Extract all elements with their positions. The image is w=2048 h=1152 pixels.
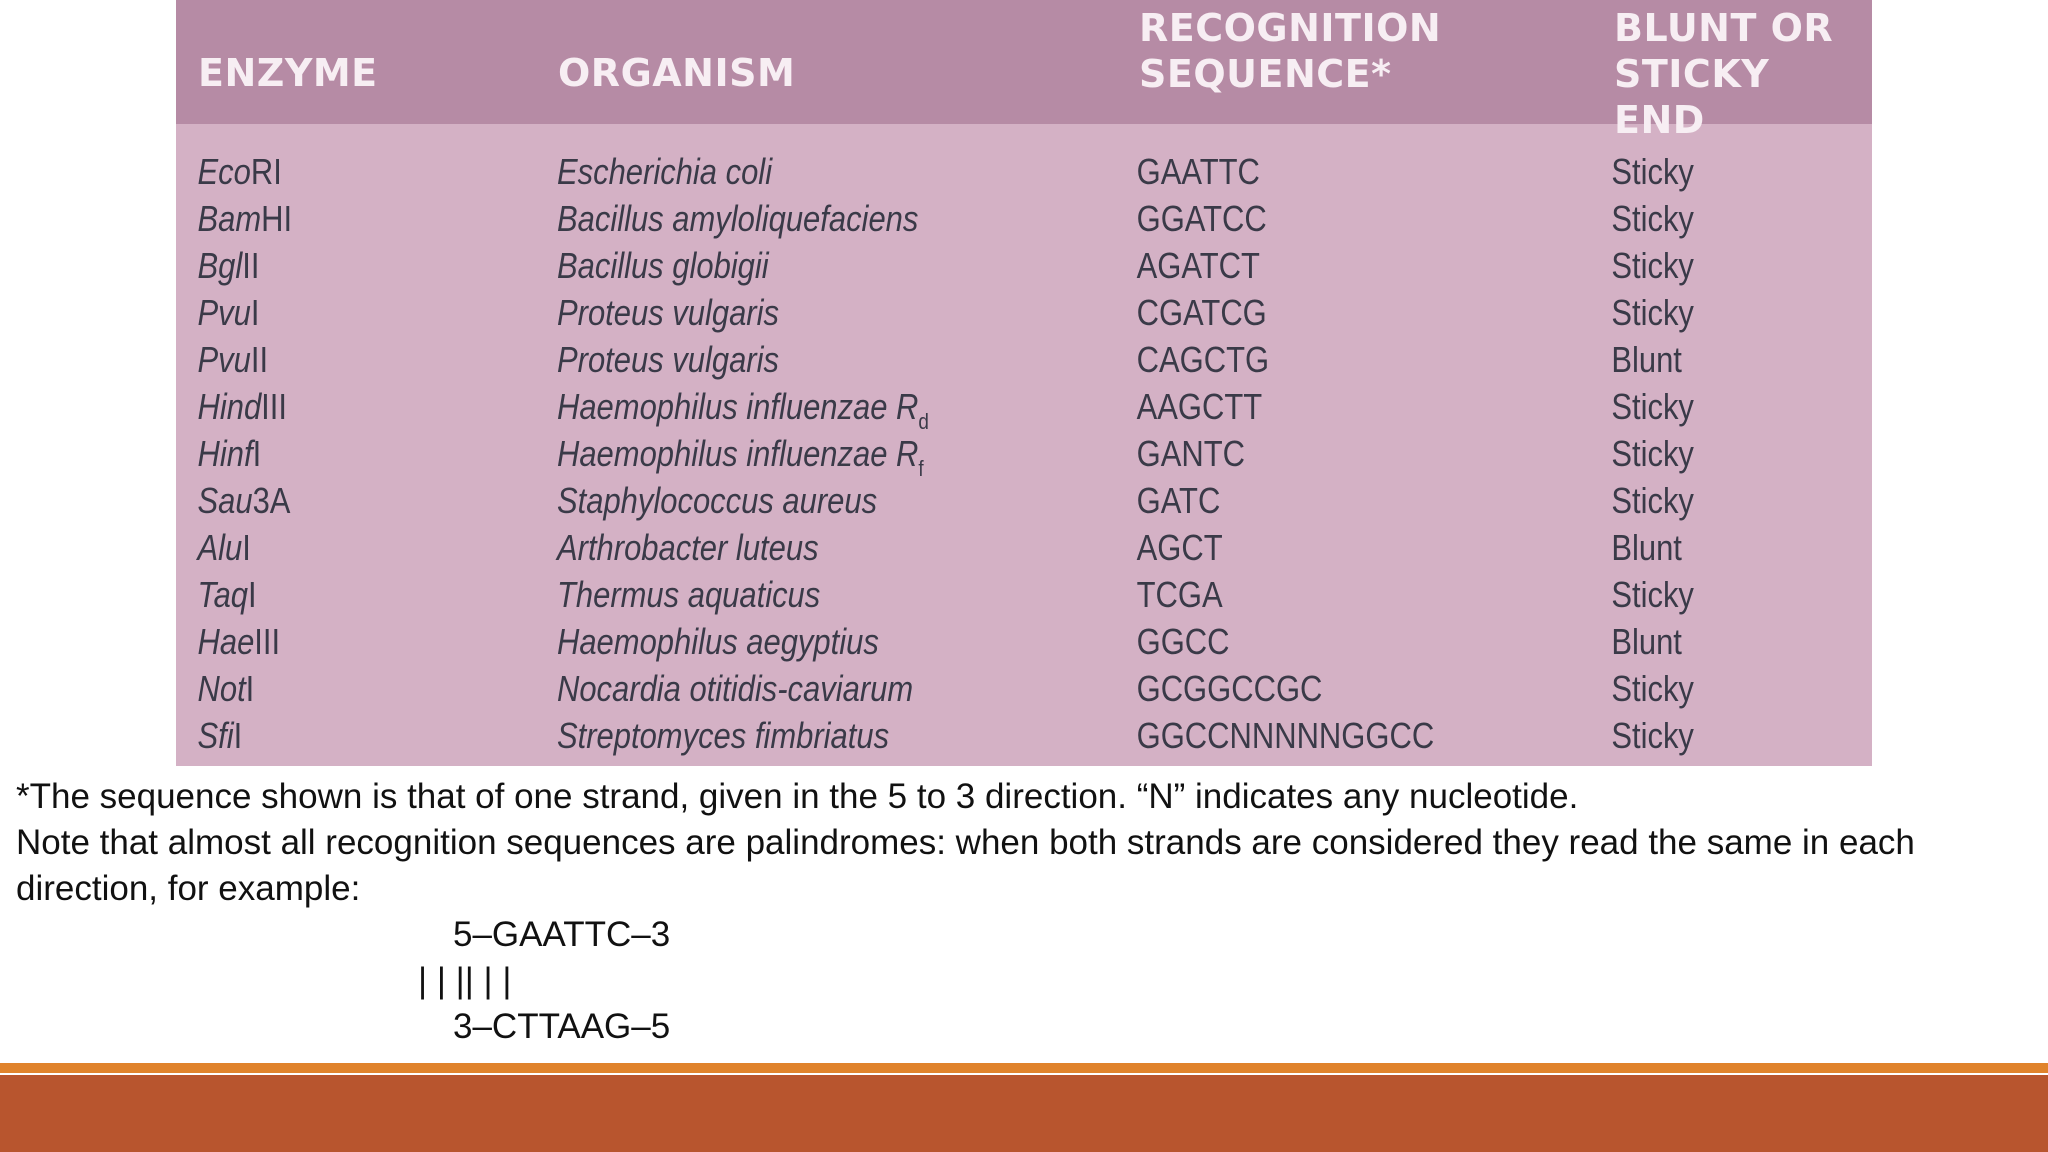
- end-type: Sticky: [1611, 151, 1694, 192]
- table-row: [176, 195, 1872, 242]
- bottom-strand: 3–CTTAAG–5: [453, 1007, 671, 1046]
- end-type: Sticky: [1611, 574, 1694, 615]
- table-row: [176, 336, 1872, 383]
- organism-name: Proteus vulgaris: [556, 292, 779, 333]
- end-type: Sticky: [1611, 715, 1694, 756]
- recognition-sequence: TCGA: [1136, 574, 1223, 615]
- recognition-sequence: GGATCC: [1136, 198, 1267, 239]
- table-row: [176, 383, 1872, 434]
- organism-name: Bacillus globigii: [556, 245, 769, 286]
- end-type: Sticky: [1611, 245, 1694, 286]
- footer-bar: [0, 1075, 2048, 1152]
- recognition-sequence: AGATCT: [1136, 245, 1260, 286]
- organism-name: Nocardia otitidis-caviarum: [556, 668, 914, 709]
- footnote-palindromes: Note that almost all recognition sequences are palindromes: when both strands are considered they read the same in each direction, for example:: [16, 823, 1915, 908]
- footnotes: [16, 774, 2026, 912]
- header-blunt-or-sticky-end: BLUNT OR STICKY END: [1614, 6, 1834, 142]
- table-header: [176, 0, 1872, 142]
- enzyme-name: PvuI: [197, 292, 260, 333]
- enzyme-name: NotI: [197, 668, 255, 709]
- enzyme-name: EcoRI: [197, 151, 282, 192]
- enzyme-name: AluI: [197, 527, 251, 568]
- recognition-sequence: AGCT: [1136, 527, 1223, 568]
- recognition-sequence: GGCC: [1136, 621, 1230, 662]
- table-body: [176, 148, 1872, 759]
- end-type: Sticky: [1611, 386, 1694, 427]
- organism-name: Proteus vulgaris: [556, 339, 779, 380]
- recognition-sequence: GANTC: [1136, 433, 1245, 474]
- enzyme-name: HinfI: [197, 433, 262, 474]
- table-row: [176, 148, 1872, 195]
- header-enzyme: ENZYME: [198, 51, 378, 95]
- table-row: [176, 571, 1872, 618]
- enzyme-name: HindIII: [197, 386, 287, 427]
- table-row: [176, 430, 1872, 481]
- enzyme-name: BamHI: [197, 198, 293, 239]
- enzyme-name: SfiI: [197, 715, 243, 756]
- recognition-sequence: GAATTC: [1136, 151, 1260, 192]
- end-type: Blunt: [1611, 621, 1682, 662]
- recognition-sequence: GATC: [1136, 480, 1221, 521]
- end-type: Blunt: [1611, 339, 1682, 380]
- enzyme-name: HaeIII: [197, 621, 281, 662]
- top-strand: 5–GAATTC–3: [453, 915, 671, 954]
- table-row: [176, 712, 1872, 759]
- enzyme-name: Sau3A: [197, 480, 291, 521]
- end-type: Blunt: [1611, 527, 1682, 568]
- organism-name: Thermus aquaticus: [556, 574, 821, 615]
- enzyme-name: TaqI: [197, 574, 257, 615]
- recognition-sequence: CAGCTG: [1136, 339, 1270, 380]
- table-row: [176, 477, 1872, 524]
- organism-name: Haemophilus influenzae $R_d$: [556, 386, 929, 434]
- end-type: Sticky: [1611, 433, 1694, 474]
- table-row: [176, 618, 1872, 665]
- end-type: Sticky: [1611, 292, 1694, 333]
- table-row: [176, 289, 1872, 336]
- enzyme-name: PvuII: [197, 339, 269, 380]
- table-row: [176, 242, 1872, 289]
- footnote-sequence: *The sequence shown is that of one strand, given in the 5 to 3 direction. “N” indicates any nucleotide.: [16, 777, 1579, 816]
- organism-name: Haemophilus influenzae $R_f$: [556, 433, 924, 481]
- table-row: [176, 524, 1872, 571]
- end-type: Sticky: [1611, 480, 1694, 521]
- recognition-sequence: GGCCNNNNNGGCC: [1136, 715, 1435, 756]
- recognition-sequence: AAGCTT: [1136, 386, 1263, 427]
- header-recognition-sequence: RECOGNITION SEQUENCE*: [1139, 6, 1442, 96]
- enzyme-name: BglII: [197, 245, 260, 286]
- organism-name: Streptomyces fimbriatus: [556, 715, 890, 756]
- table-row: [176, 665, 1872, 712]
- end-type: Sticky: [1611, 198, 1694, 239]
- organism-name: Bacillus amyloliquefaciens: [556, 198, 919, 239]
- recognition-sequence: GCGGCCGC: [1136, 668, 1323, 709]
- footer-accent-bar: [0, 1063, 2048, 1073]
- restriction-enzyme-table: [176, 0, 1872, 766]
- organism-name: Escherichia coli: [556, 151, 773, 192]
- recognition-sequence: CGATCG: [1136, 292, 1267, 333]
- organism-name: Haemophilus aegyptius: [556, 621, 879, 662]
- organism-name: Staphylococcus aureus: [556, 480, 878, 521]
- header-organism: ORGANISM: [558, 51, 796, 95]
- organism-name: Arthrobacter luteus: [556, 527, 819, 568]
- end-type: Sticky: [1611, 668, 1694, 709]
- base-pair-bonds: | | || | |: [418, 961, 512, 1000]
